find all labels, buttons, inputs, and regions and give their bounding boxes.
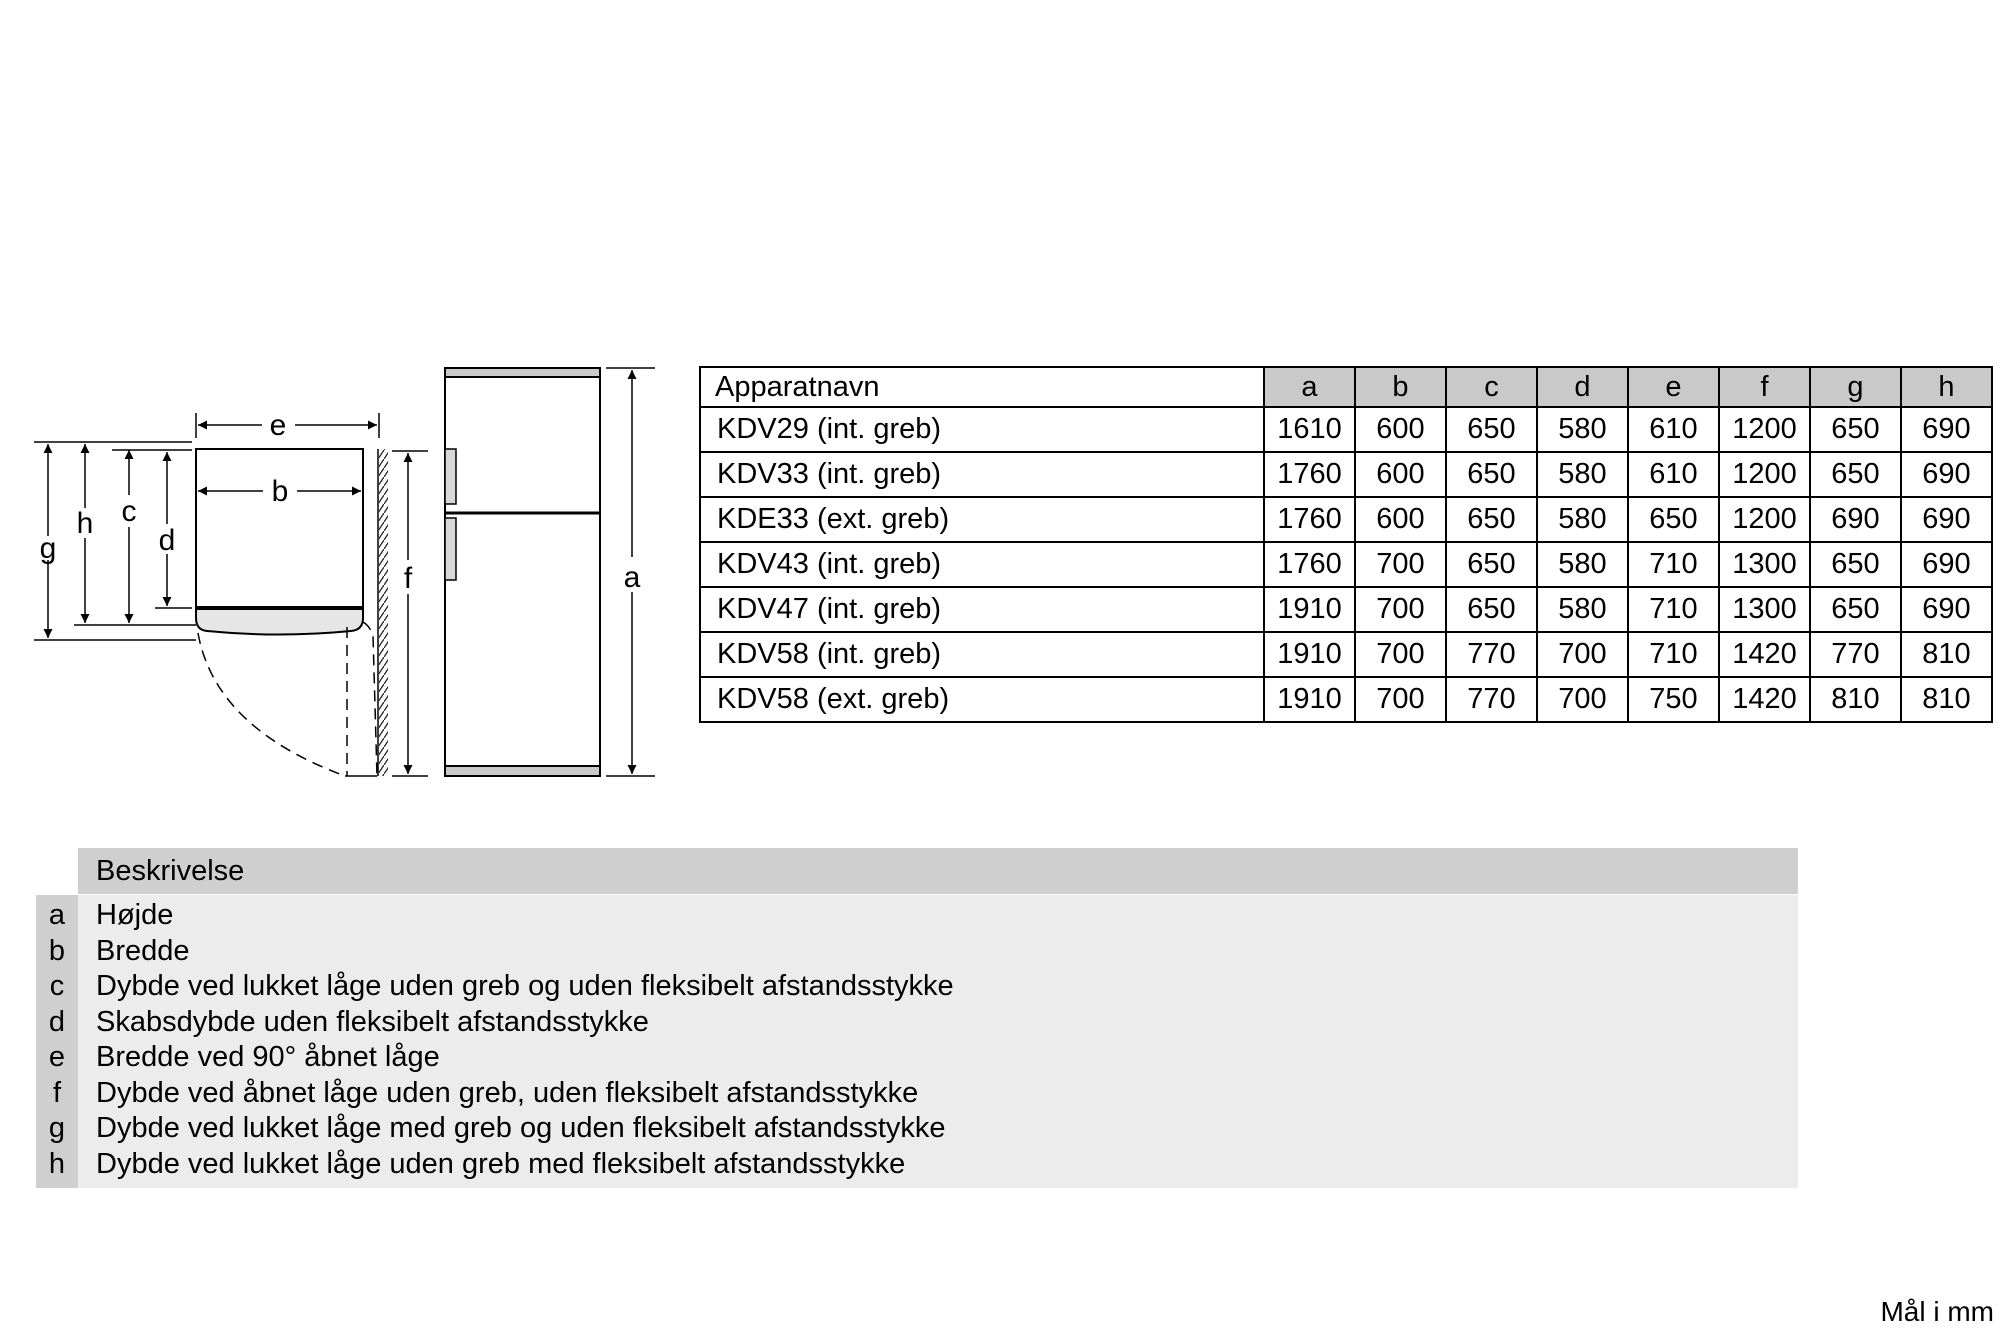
header-cell-d: d — [1537, 367, 1628, 407]
value-cell-b: 700 — [1355, 542, 1446, 587]
value-cell-h: 810 — [1901, 677, 1992, 722]
front-view-top-cap — [445, 368, 600, 377]
value-cell-e: 610 — [1628, 452, 1719, 497]
model-name-cell: KDV29 (int. greb) — [700, 407, 1264, 452]
legend-text: Bredde — [96, 934, 190, 967]
value-cell-d: 700 — [1537, 632, 1628, 677]
legend-key: b — [48, 934, 66, 967]
value-cell-c: 650 — [1446, 587, 1537, 632]
value-cell-c: 770 — [1446, 677, 1537, 722]
value-cell-g: 650 — [1810, 542, 1901, 587]
value-cell-h: 690 — [1901, 497, 1992, 542]
value-cell-b: 700 — [1355, 677, 1446, 722]
value-cell-d: 580 — [1537, 452, 1628, 497]
dim-label-g: g — [39, 532, 57, 565]
top-view-door — [196, 609, 363, 635]
opened-door-outline — [198, 633, 345, 776]
value-cell-c: 650 — [1446, 452, 1537, 497]
header-cell-c: c — [1446, 367, 1537, 407]
dim-label-h: h — [76, 507, 94, 540]
top-view — [196, 449, 388, 776]
value-cell-b: 700 — [1355, 632, 1446, 677]
value-cell-c: 650 — [1446, 407, 1537, 452]
value-cell-e: 610 — [1628, 407, 1719, 452]
legend-item — [36, 934, 954, 970]
table-row — [700, 677, 1992, 722]
value-cell-b: 600 — [1355, 407, 1446, 452]
top-view-body — [196, 449, 363, 607]
model-name-cell: KDV43 (int. greb) — [700, 542, 1264, 587]
legend-title: Beskrivelse — [96, 855, 245, 887]
dim-label-e: e — [269, 409, 287, 442]
table-row — [700, 587, 1992, 632]
value-cell-f: 1420 — [1719, 632, 1810, 677]
value-cell-h: 690 — [1901, 587, 1992, 632]
legend-item — [36, 898, 954, 934]
value-cell-a: 1760 — [1264, 452, 1355, 497]
dimensions-table — [699, 366, 1993, 723]
legend-item — [36, 1040, 954, 1076]
legend-key: e — [48, 1041, 66, 1074]
table-row — [700, 452, 1992, 497]
value-cell-c: 650 — [1446, 542, 1537, 587]
wall-hatch — [379, 449, 388, 776]
value-cell-d: 580 — [1537, 542, 1628, 587]
legend-text: Dybde ved lukket låge med greb og uden fleksibelt afstandsstykke — [96, 1112, 946, 1145]
table-row — [700, 632, 1992, 677]
model-name-cell: KDV47 (int. greb) — [700, 587, 1264, 632]
legend-item — [36, 1147, 954, 1183]
model-name-cell: KDV33 (int. greb) — [700, 452, 1264, 497]
value-cell-a: 1760 — [1264, 497, 1355, 542]
header-cell-e: e — [1628, 367, 1719, 407]
table-header-row — [700, 367, 1992, 407]
value-cell-e: 710 — [1628, 587, 1719, 632]
value-cell-h: 690 — [1901, 542, 1992, 587]
value-cell-f: 1300 — [1719, 542, 1810, 587]
model-name-cell: KDV58 (int. greb) — [700, 632, 1264, 677]
value-cell-b: 600 — [1355, 452, 1446, 497]
header-cell-h: h — [1901, 367, 1992, 407]
value-cell-g: 650 — [1810, 452, 1901, 497]
value-cell-c: 650 — [1446, 497, 1537, 542]
value-cell-e: 710 — [1628, 632, 1719, 677]
table-row — [700, 497, 1992, 542]
legend-key: a — [48, 899, 66, 932]
value-cell-d: 700 — [1537, 677, 1628, 722]
value-cell-f: 1200 — [1719, 497, 1810, 542]
legend-text: Skabsdybde uden fleksibelt afstandsstykke — [96, 1005, 649, 1038]
header-cell-name: Apparatnavn — [700, 367, 1264, 407]
lower-handle — [445, 518, 456, 580]
dim-label-b: b — [271, 475, 289, 508]
legend-item — [36, 1076, 954, 1112]
value-cell-f: 1300 — [1719, 587, 1810, 632]
value-cell-g: 690 — [1810, 497, 1901, 542]
value-cell-c: 770 — [1446, 632, 1537, 677]
value-cell-e: 650 — [1628, 497, 1719, 542]
value-cell-h: 810 — [1901, 632, 1992, 677]
legend-key: c — [49, 970, 65, 1003]
model-name-cell: KDV58 (ext. greb) — [700, 677, 1264, 722]
legend-key: g — [48, 1112, 66, 1145]
value-cell-a: 1910 — [1264, 677, 1355, 722]
table-row — [700, 542, 1992, 587]
value-cell-h: 690 — [1901, 452, 1992, 497]
value-cell-g: 650 — [1810, 407, 1901, 452]
header-cell-b: b — [1355, 367, 1446, 407]
front-view-body — [445, 368, 600, 776]
value-cell-d: 580 — [1537, 587, 1628, 632]
front-view — [445, 368, 600, 776]
value-cell-f: 1200 — [1719, 407, 1810, 452]
value-cell-e: 710 — [1628, 542, 1719, 587]
value-cell-f: 1420 — [1719, 677, 1810, 722]
value-cell-d: 580 — [1537, 497, 1628, 542]
dim-label-f: f — [403, 562, 413, 595]
legend-text: Højde — [96, 899, 174, 932]
legend-key: d — [48, 1005, 66, 1038]
value-cell-a: 1910 — [1264, 587, 1355, 632]
value-cell-g: 810 — [1810, 677, 1901, 722]
legend-header — [78, 848, 1798, 894]
dim-e — [196, 413, 379, 438]
legend-text: Bredde ved 90° åbnet låge — [96, 1041, 440, 1074]
value-cell-g: 770 — [1810, 632, 1901, 677]
legend-text: Dybde ved lukket låge uden greb med fleksibelt afstandsstykke — [96, 1147, 906, 1180]
legend-text: Dybde ved lukket låge uden greb og uden fleksibelt afstandsstykke — [96, 970, 954, 1003]
legend-item — [36, 1005, 954, 1041]
table-row — [700, 407, 1992, 452]
value-cell-d: 580 — [1537, 407, 1628, 452]
value-cell-b: 600 — [1355, 497, 1446, 542]
value-cell-a: 1760 — [1264, 542, 1355, 587]
header-cell-f: f — [1719, 367, 1810, 407]
legend-list — [36, 898, 954, 1182]
value-cell-b: 700 — [1355, 587, 1446, 632]
upper-handle — [445, 449, 456, 504]
header-cell-g: g — [1810, 367, 1901, 407]
dim-f — [392, 451, 428, 776]
value-cell-e: 750 — [1628, 677, 1719, 722]
value-cell-g: 650 — [1810, 587, 1901, 632]
value-cell-a: 1610 — [1264, 407, 1355, 452]
dim-label-d: d — [158, 524, 176, 557]
value-cell-f: 1200 — [1719, 452, 1810, 497]
legend-key: f — [52, 1076, 62, 1109]
dim-label-c: c — [121, 495, 137, 528]
units-note: Mål i mm — [1880, 1296, 1994, 1327]
header-cell-a: a — [1264, 367, 1355, 407]
legend-text: Dybde ved åbnet låge uden greb, uden fleksibelt afstandsstykke — [96, 1076, 919, 1109]
front-view-plinth — [445, 766, 600, 776]
legend-item — [36, 1111, 954, 1147]
model-name-cell: KDE33 (ext. greb) — [700, 497, 1264, 542]
dim-label-a: a — [623, 561, 641, 594]
legend-item — [36, 969, 954, 1005]
value-cell-h: 690 — [1901, 407, 1992, 452]
legend-key: h — [48, 1147, 66, 1180]
value-cell-a: 1910 — [1264, 632, 1355, 677]
